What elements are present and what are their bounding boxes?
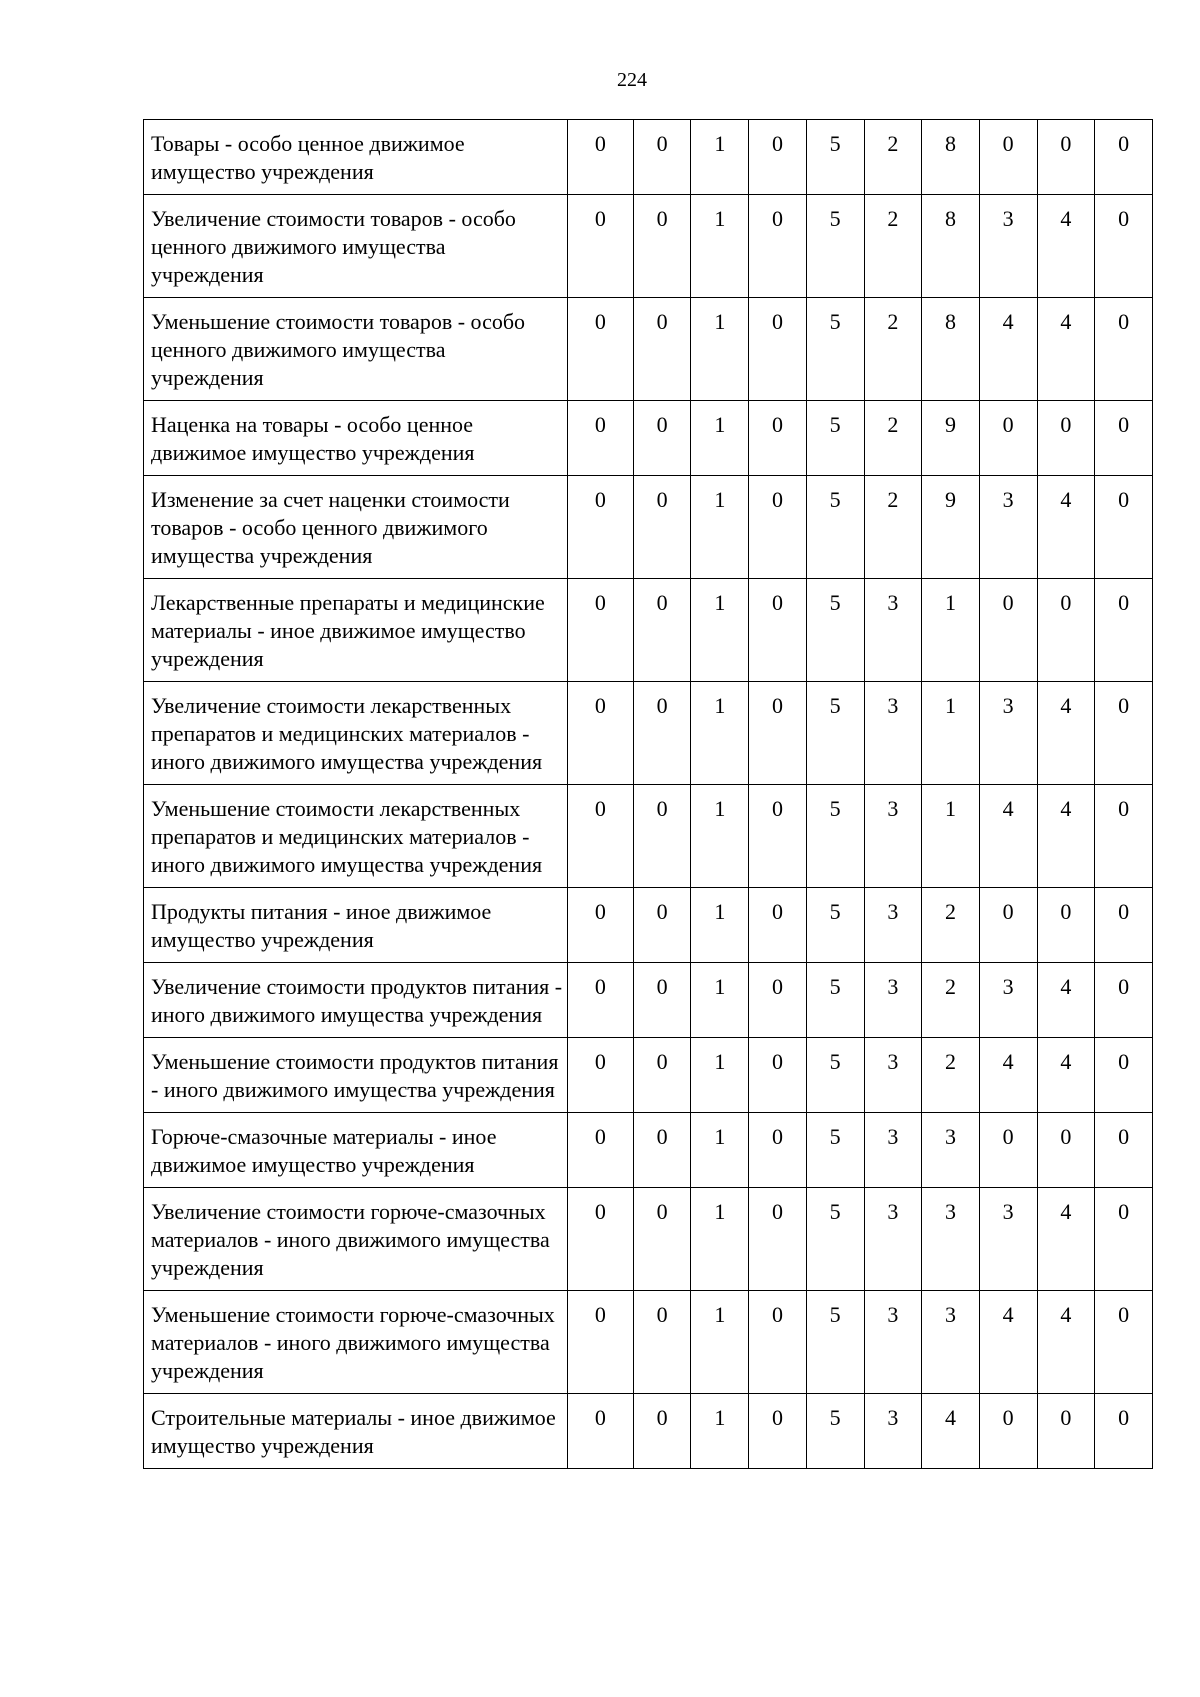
- table-row: [144, 888, 1153, 963]
- account-description-cell: Увеличение стоимости горюче-смазочных материалов - иного движимого имущества учреждения: [144, 1188, 568, 1291]
- account-description-cell: Увеличение стоимости продуктов питания - иного движимого имущества учреждения: [144, 963, 568, 1038]
- account-code-digit-cell: 4: [1037, 1291, 1095, 1394]
- account-code-digit-cell: 0: [749, 785, 807, 888]
- account-code-digit-cell: 0: [568, 785, 634, 888]
- account-code-digit-cell: 1: [691, 1113, 749, 1188]
- account-code-digit-cell: 0: [979, 1394, 1037, 1469]
- account-code-digit-cell: 1: [691, 1291, 749, 1394]
- account-code-digit-cell: 0: [633, 120, 691, 195]
- account-code-digit-cell: 1: [922, 579, 980, 682]
- account-code-digit-cell: 3: [864, 1113, 922, 1188]
- account-code-digit-cell: 4: [1037, 785, 1095, 888]
- account-code-digit-cell: 0: [1095, 888, 1153, 963]
- account-code-digit-cell: 0: [633, 682, 691, 785]
- account-code-digit-cell: 0: [1095, 1394, 1153, 1469]
- account-codes-table-body: [144, 120, 1153, 1469]
- account-description-cell: Уменьшение стоимости горюче-смазочных материалов - иного движимого имущества учреждения: [144, 1291, 568, 1394]
- account-code-digit-cell: 0: [568, 1291, 634, 1394]
- account-code-digit-cell: 3: [922, 1291, 980, 1394]
- account-code-digit-cell: 0: [1095, 120, 1153, 195]
- account-code-digit-cell: 0: [749, 1394, 807, 1469]
- page-number: 224: [617, 69, 647, 91]
- account-code-digit-cell: 8: [922, 120, 980, 195]
- account-code-digit-cell: 4: [1037, 682, 1095, 785]
- account-code-digit-cell: 0: [1095, 579, 1153, 682]
- account-code-digit-cell: 0: [633, 785, 691, 888]
- account-code-digit-cell: 1: [922, 785, 980, 888]
- account-code-digit-cell: 0: [1095, 476, 1153, 579]
- account-code-digit-cell: 5: [806, 1038, 864, 1113]
- account-code-digit-cell: 0: [1037, 579, 1095, 682]
- account-code-digit-cell: 1: [691, 682, 749, 785]
- account-code-digit-cell: 0: [749, 1113, 807, 1188]
- account-description-cell: Изменение за счет наценки стоимости товаров - особо ценного движимого имущества учреждения: [144, 476, 568, 579]
- account-code-digit-cell: 2: [922, 1038, 980, 1113]
- account-code-digit-cell: 2: [864, 195, 922, 298]
- table-row: [144, 1188, 1153, 1291]
- account-code-digit-cell: 3: [864, 1038, 922, 1113]
- account-description-cell: Увеличение стоимости товаров - особо ценного движимого имущества учреждения: [144, 195, 568, 298]
- account-code-digit-cell: 0: [633, 888, 691, 963]
- account-code-digit-cell: 4: [979, 1038, 1037, 1113]
- account-code-digit-cell: 0: [568, 1188, 634, 1291]
- account-code-digit-cell: 0: [749, 888, 807, 963]
- account-code-digit-cell: 5: [806, 1113, 864, 1188]
- account-code-digit-cell: 0: [568, 476, 634, 579]
- account-code-digit-cell: 0: [1037, 888, 1095, 963]
- account-code-digit-cell: 4: [979, 1291, 1037, 1394]
- account-code-digit-cell: 5: [806, 785, 864, 888]
- account-code-digit-cell: 0: [633, 1038, 691, 1113]
- account-code-digit-cell: 2: [864, 120, 922, 195]
- account-code-digit-cell: 0: [1037, 120, 1095, 195]
- account-code-digit-cell: 3: [864, 579, 922, 682]
- account-code-digit-cell: 0: [633, 1113, 691, 1188]
- account-code-digit-cell: 3: [864, 888, 922, 963]
- account-code-digit-cell: 3: [922, 1188, 980, 1291]
- account-code-digit-cell: 3: [922, 1113, 980, 1188]
- account-description-cell: Лекарственные препараты и медицинские материалы - иное движимое имущество учреждения: [144, 579, 568, 682]
- account-code-digit-cell: 4: [922, 1394, 980, 1469]
- account-code-digit-cell: 0: [749, 476, 807, 579]
- account-code-digit-cell: 0: [1095, 298, 1153, 401]
- account-code-digit-cell: 1: [691, 401, 749, 476]
- account-code-digit-cell: 0: [979, 888, 1037, 963]
- account-code-digit-cell: 4: [1037, 1038, 1095, 1113]
- account-code-digit-cell: 4: [1037, 963, 1095, 1038]
- account-code-digit-cell: 3: [864, 785, 922, 888]
- account-code-digit-cell: 2: [922, 963, 980, 1038]
- account-code-digit-cell: 3: [979, 476, 1037, 579]
- account-code-digit-cell: 3: [864, 1291, 922, 1394]
- account-code-digit-cell: 0: [633, 476, 691, 579]
- account-code-digit-cell: 0: [1095, 785, 1153, 888]
- account-code-digit-cell: 0: [568, 1113, 634, 1188]
- account-code-digit-cell: 1: [691, 963, 749, 1038]
- account-code-digit-cell: 0: [633, 963, 691, 1038]
- account-code-digit-cell: 3: [864, 1394, 922, 1469]
- account-code-digit-cell: 3: [979, 195, 1037, 298]
- account-description-cell: Строительные материалы - иное движимое имущество учреждения: [144, 1394, 568, 1469]
- account-code-digit-cell: 3: [979, 682, 1037, 785]
- account-code-digit-cell: 4: [979, 298, 1037, 401]
- account-code-digit-cell: 0: [1095, 1113, 1153, 1188]
- table-row: [144, 401, 1153, 476]
- account-code-digit-cell: 0: [633, 1188, 691, 1291]
- account-code-digit-cell: 0: [568, 682, 634, 785]
- account-code-digit-cell: 3: [864, 963, 922, 1038]
- account-code-digit-cell: 1: [691, 195, 749, 298]
- account-code-digit-cell: 0: [568, 298, 634, 401]
- account-code-digit-cell: 4: [979, 785, 1037, 888]
- account-code-digit-cell: 0: [568, 1038, 634, 1113]
- account-description-cell: Увеличение стоимости лекарственных препаратов и медицинских материалов - иного движимого имущества учреждения: [144, 682, 568, 785]
- account-code-digit-cell: 0: [749, 298, 807, 401]
- account-code-digit-cell: 5: [806, 682, 864, 785]
- account-codes-table: [143, 119, 1153, 1469]
- account-code-digit-cell: 0: [979, 579, 1037, 682]
- account-code-digit-cell: 8: [922, 195, 980, 298]
- account-code-digit-cell: 5: [806, 1188, 864, 1291]
- table-row: [144, 963, 1153, 1038]
- account-code-digit-cell: 1: [691, 1038, 749, 1113]
- account-code-digit-cell: 0: [749, 401, 807, 476]
- account-description-cell: Продукты питания - иное движимое имущество учреждения: [144, 888, 568, 963]
- account-code-digit-cell: 0: [633, 195, 691, 298]
- table-row: [144, 298, 1153, 401]
- account-code-digit-cell: 0: [1095, 401, 1153, 476]
- account-description-cell: Уменьшение стоимости товаров - особо ценного движимого имущества учреждения: [144, 298, 568, 401]
- account-code-digit-cell: 1: [691, 888, 749, 963]
- account-code-digit-cell: 5: [806, 476, 864, 579]
- account-code-digit-cell: 0: [749, 682, 807, 785]
- account-code-digit-cell: 1: [691, 476, 749, 579]
- account-code-digit-cell: 0: [1095, 682, 1153, 785]
- table-row: [144, 785, 1153, 888]
- account-code-digit-cell: 0: [979, 120, 1037, 195]
- account-code-digit-cell: 0: [749, 963, 807, 1038]
- account-code-digit-cell: 3: [979, 1188, 1037, 1291]
- account-code-digit-cell: 1: [691, 298, 749, 401]
- account-description-cell: Горюче-смазочные материалы - иное движимое имущество учреждения: [144, 1113, 568, 1188]
- account-code-digit-cell: 0: [568, 195, 634, 298]
- account-code-digit-cell: 0: [749, 195, 807, 298]
- account-code-digit-cell: 0: [979, 1113, 1037, 1188]
- table-row: [144, 1291, 1153, 1394]
- account-code-digit-cell: 5: [806, 579, 864, 682]
- account-code-digit-cell: 0: [1095, 963, 1153, 1038]
- account-code-digit-cell: 0: [1095, 195, 1153, 298]
- account-code-digit-cell: 5: [806, 120, 864, 195]
- account-code-digit-cell: 0: [1037, 1113, 1095, 1188]
- account-code-digit-cell: 4: [1037, 1188, 1095, 1291]
- account-code-digit-cell: 0: [1095, 1188, 1153, 1291]
- account-code-digit-cell: 5: [806, 888, 864, 963]
- account-code-digit-cell: 1: [691, 579, 749, 682]
- account-code-digit-cell: 9: [922, 401, 980, 476]
- account-code-digit-cell: 4: [1037, 476, 1095, 579]
- account-code-digit-cell: 2: [864, 476, 922, 579]
- account-code-digit-cell: 0: [633, 1394, 691, 1469]
- account-code-digit-cell: 0: [568, 963, 634, 1038]
- table-row: [144, 1394, 1153, 1469]
- account-code-digit-cell: 0: [1037, 1394, 1095, 1469]
- account-code-digit-cell: 0: [749, 579, 807, 682]
- account-code-digit-cell: 8: [922, 298, 980, 401]
- account-code-digit-cell: 0: [1095, 1291, 1153, 1394]
- account-code-digit-cell: 5: [806, 298, 864, 401]
- account-description-cell: Уменьшение стоимости лекарственных препаратов и медицинских материалов - иного движимого имущества учреждения: [144, 785, 568, 888]
- account-code-digit-cell: 0: [633, 401, 691, 476]
- account-code-digit-cell: 4: [1037, 195, 1095, 298]
- account-code-digit-cell: 3: [864, 1188, 922, 1291]
- account-code-digit-cell: 4: [1037, 298, 1095, 401]
- account-code-digit-cell: 0: [749, 1291, 807, 1394]
- account-code-digit-cell: 1: [691, 785, 749, 888]
- account-code-digit-cell: 2: [864, 298, 922, 401]
- table-row: [144, 1113, 1153, 1188]
- table-row: [144, 682, 1153, 785]
- account-code-digit-cell: 3: [979, 963, 1037, 1038]
- account-code-digit-cell: 2: [922, 888, 980, 963]
- account-code-digit-cell: 1: [691, 120, 749, 195]
- account-code-digit-cell: 0: [749, 1188, 807, 1291]
- account-code-digit-cell: 0: [568, 120, 634, 195]
- account-code-digit-cell: 3: [864, 682, 922, 785]
- account-code-digit-cell: 5: [806, 963, 864, 1038]
- account-code-digit-cell: 0: [749, 1038, 807, 1113]
- account-code-digit-cell: 0: [568, 579, 634, 682]
- account-code-digit-cell: 0: [1037, 401, 1095, 476]
- account-code-digit-cell: 0: [633, 1291, 691, 1394]
- account-code-digit-cell: 5: [806, 401, 864, 476]
- account-code-digit-cell: 0: [749, 120, 807, 195]
- table-row: [144, 476, 1153, 579]
- account-description-cell: Наценка на товары - особо ценное движимое имущество учреждения: [144, 401, 568, 476]
- account-code-digit-cell: 1: [922, 682, 980, 785]
- account-code-digit-cell: 0: [568, 888, 634, 963]
- account-code-digit-cell: 2: [864, 401, 922, 476]
- account-code-digit-cell: 0: [633, 298, 691, 401]
- account-code-digit-cell: 0: [1095, 1038, 1153, 1113]
- table-row: [144, 579, 1153, 682]
- account-code-digit-cell: 0: [568, 401, 634, 476]
- account-code-digit-cell: 0: [633, 579, 691, 682]
- account-code-digit-cell: 5: [806, 1394, 864, 1469]
- account-code-digit-cell: 5: [806, 195, 864, 298]
- account-description-cell: Уменьшение стоимости продуктов питания - иного движимого имущества учреждения: [144, 1038, 568, 1113]
- account-code-digit-cell: 1: [691, 1188, 749, 1291]
- account-description-cell: Товары - особо ценное движимое имущество учреждения: [144, 120, 568, 195]
- account-code-digit-cell: 9: [922, 476, 980, 579]
- table-row: [144, 120, 1153, 195]
- account-code-digit-cell: 0: [979, 401, 1037, 476]
- account-code-digit-cell: 5: [806, 1291, 864, 1394]
- account-code-digit-cell: 1: [691, 1394, 749, 1469]
- table-row: [144, 195, 1153, 298]
- table-row: [144, 1038, 1153, 1113]
- account-code-digit-cell: 0: [568, 1394, 634, 1469]
